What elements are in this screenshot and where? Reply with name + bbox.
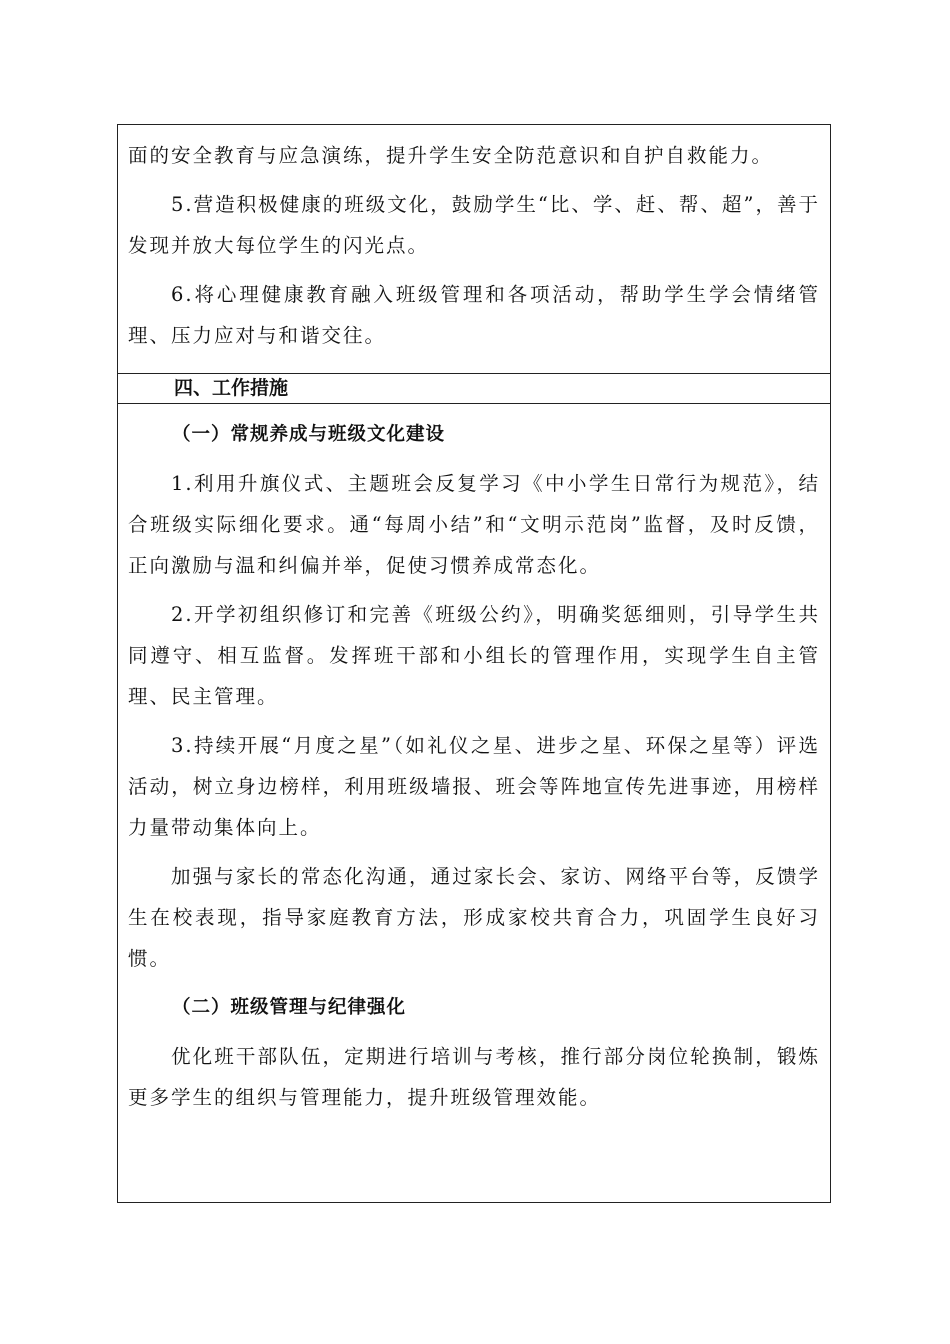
paragraph-class-cadre: 优化班干部队伍，定期进行培训与考核，推行部分岗位轮换制，锻炼更多学生的组织与管理能力，提升班级管理效能。 — [128, 1045, 820, 1109]
paragraph-measure-2: 2.开学初组织修订和完善《班级公约》，明确奖惩细则，引导学生共同遵守、相互监督。发挥班干部和小组长的管理作用，实现学生自主管理、民主管理。 — [128, 603, 820, 708]
paragraph-measure-3: 3.持续开展“月度之星”（如礼仪之星、进步之星、环保之星等）评选活动，树立身边榜样，利用班级墙报、班会等阵地宣传先进事迹，用榜样力量带动集体向上。 — [128, 734, 820, 839]
paragraph-continuation: 面的安全教育与应急演练，提升学生安全防范意识和自护自救能力。 — [128, 144, 774, 167]
paragraph-goal-5: 5.营造积极健康的班级文化，鼓励学生“比、学、赶、帮、超”，善于发现并放大每位学生的闪光点。 — [128, 193, 820, 257]
plan-table — [117, 124, 831, 1203]
section-header: 四、工作措施 — [118, 374, 830, 404]
goals-cell — [118, 125, 830, 374]
paragraph-home-school: 加强与家长的常态化沟通，通过家长会、家访、网络平台等，反馈学生在校表现，指导家庭教育方法，形成家校共育合力，巩固学生良好习惯。 — [128, 865, 820, 970]
subheading-management-discipline: （二）班级管理与纪律强化 — [172, 997, 407, 1018]
paragraph-measure-1: 1.利用升旗仪式、主题班会反复学习《中小学生日常行为规范》，结合班级实际细化要求。通“每周小结”和“文明示范岗”监督，及时反馈，正向激励与温和纠偏并举，促使习惯养成常态化。 — [128, 472, 820, 577]
subheading-routine-culture: （一）常规养成与班级文化建设 — [172, 424, 446, 445]
measures-cell — [118, 404, 830, 1202]
paragraph-goal-6: 6.将心理健康教育融入班级管理和各项活动，帮助学生学会情绪管理、压力应对与和谐交往。 — [128, 283, 820, 347]
